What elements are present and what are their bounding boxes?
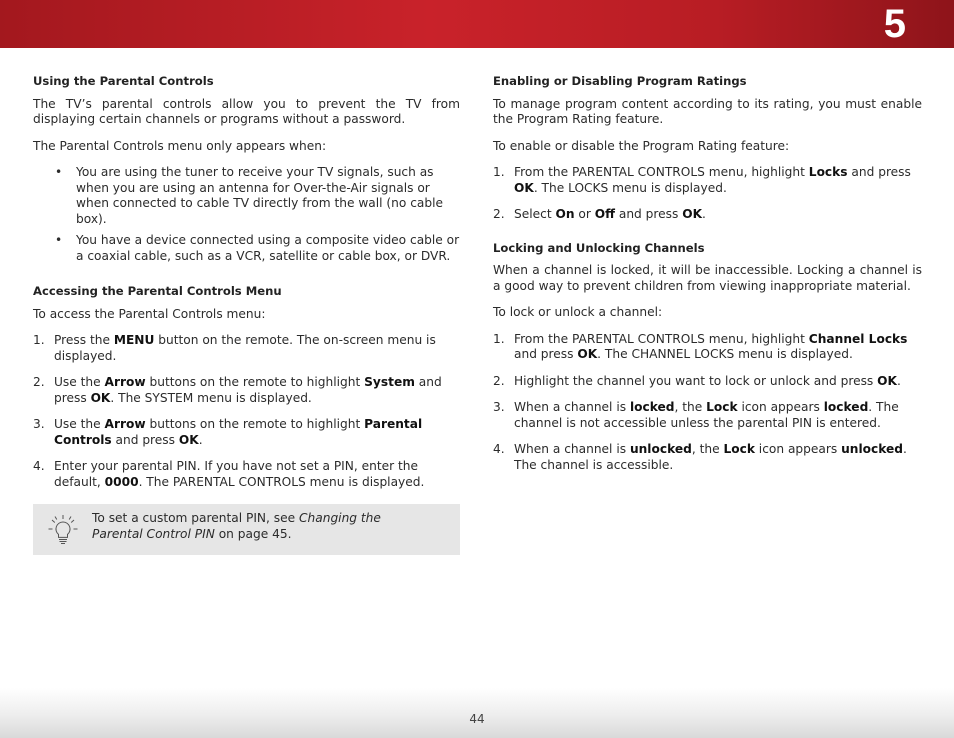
lightbulb-icon xyxy=(46,513,80,547)
list-item: 1. From the PARENTAL CONTROLS menu, highlight Channel Locks and press OK. The CHANNEL LOCKS menu is displayed. xyxy=(493,331,908,361)
step-list xyxy=(493,332,922,474)
tip-note xyxy=(33,504,460,555)
list-item: 2. Select On or Off and press OK. xyxy=(493,207,706,221)
paragraph: To manage program content according to its rating, you must enable the Program Rating feature. xyxy=(493,96,922,126)
list-item: 4. Enter your parental PIN. If you have not set a PIN, enter the default, 0000. The PARENTAL CONTROLS menu is displayed. xyxy=(33,459,425,489)
section-heading: Using the Parental Controls xyxy=(33,74,214,88)
paragraph: To enable or disable the Program Rating feature: xyxy=(493,138,790,153)
section-heading: Accessing the Parental Controls Menu xyxy=(33,284,282,298)
list-item: • You are using the tuner to receive your TV signals, such as when you are using an antenna for Over-the-Air signals or when connected to cable TV directly from the wall (no cable box). xyxy=(55,165,444,226)
list-item: 4. When a channel is unlocked, the Lock icon appears unlocked. The channel is accessible. xyxy=(493,442,907,472)
list-item: 3. When a channel is locked, the Lock icon appears locked. The channel is not accessible unless the parental PIN is entered. xyxy=(493,400,899,430)
chapter-number: 5 xyxy=(883,2,906,46)
right-column xyxy=(493,74,922,487)
paragraph: When a channel is locked, it will be inaccessible. Locking a channel is a good way to prevent children from viewing inappropriate material. xyxy=(493,263,922,293)
section-locking-channels xyxy=(493,241,922,474)
section-program-ratings xyxy=(493,74,922,223)
step-list xyxy=(33,333,460,490)
section-heading: Locking and Unlocking Channels xyxy=(493,240,705,255)
header-bar xyxy=(0,0,954,48)
list-item: 2. Use the Arrow buttons on the remote to highlight System and press OK. The SYSTEM menu is displayed. xyxy=(33,375,442,405)
tip-text: To set a custom parental PIN, see Changing the Parental Control PIN on page 45. xyxy=(92,511,381,541)
list-item: 3. Use the Arrow buttons on the remote to highlight Parental Controls and press OK. xyxy=(33,417,423,447)
paragraph: The TV’s parental controls allow you to prevent the TV from displaying certain channels or programs without a password. xyxy=(33,96,460,126)
bullet-icon: • xyxy=(55,165,63,179)
list-item: • You have a device connected using a composite video cable or a coaxial cable, such as a VCR, satellite or cable box, or DVR. xyxy=(55,233,460,263)
section-using-parental-controls xyxy=(33,74,460,264)
bullet-list xyxy=(33,165,460,264)
list-item: 1. Press the MENU button on the remote. The on-screen menu is displayed. xyxy=(33,333,436,363)
list-item: 1. From the PARENTAL CONTROLS menu, highlight Locks and press OK. The LOCKS menu is displayed. xyxy=(493,165,911,195)
section-heading: Enabling or Disabling Program Ratings xyxy=(493,74,747,88)
paragraph: To lock or unlock a channel: xyxy=(493,305,663,319)
step-list xyxy=(493,165,922,223)
page-number: 44 xyxy=(469,712,485,726)
left-column xyxy=(33,74,460,555)
bullet-icon: • xyxy=(55,233,63,247)
section-accessing-menu xyxy=(33,284,460,490)
paragraph: The Parental Controls menu only appears when: xyxy=(33,138,327,153)
list-item: 2. Highlight the channel you want to lock or unlock and press OK. xyxy=(493,373,901,388)
paragraph: To access the Parental Controls menu: xyxy=(33,306,266,321)
